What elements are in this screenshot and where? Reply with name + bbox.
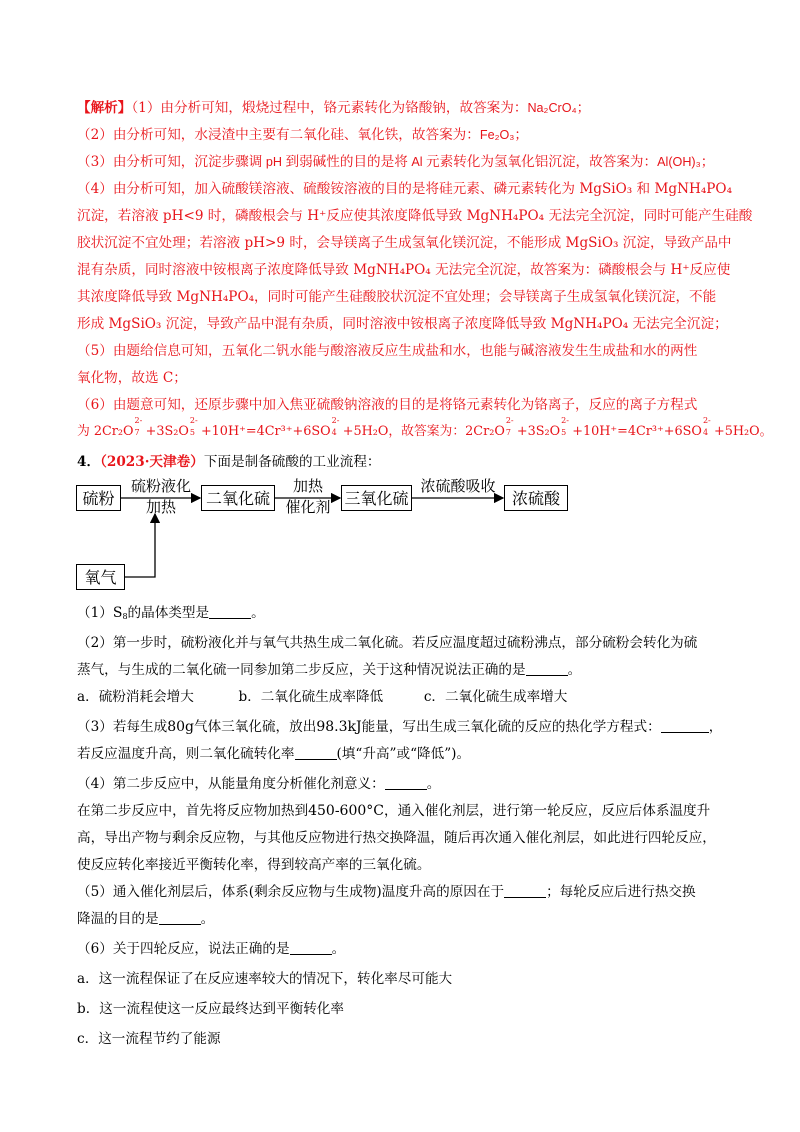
analysis-line-6a: （6）由题意可知，还原步骤中加入焦亚硫酸钠溶液的目的是将铬元素转化为铬离子，反应的离子方程式 — [77, 397, 698, 413]
flow-box-sulfur-dioxide: 二氧化硫 — [201, 485, 275, 511]
q4-line-2: 在第二步反应中，首先将反应物加热到450-600°C，通入催化剂层，进行第一轮反应，反应后体系温度升 — [77, 803, 711, 819]
analysis-line-5a: （5）由题给信息可知，五氧化二钒水能与酸溶液反应生成盐和水，也能与碱溶液发生生成盐和水的两性 — [77, 343, 698, 359]
q2-answer-blank — [526, 661, 568, 676]
analysis-line-4e: 其浓度降低导致 MgNH₄PO₄，同时可能产生硅酸胶状沉淀不宜处理；会导镁离子生成氢氧化镁沉淀，不能 — [77, 289, 717, 305]
question-header — [77, 451, 727, 473]
question-number: 4． — [77, 454, 101, 470]
flow-arrow-oxygen — [125, 514, 155, 577]
q2-line-1: （2）第一步时，硫粉液化并与氧气共热生成二氧化硫。若反应温度超过硫粉沸点，部分硫粉会转化为硫 — [77, 635, 698, 651]
analysis-line-5b: 氧化物，故选 C； — [77, 370, 187, 386]
q6-stem: （6）关于四轮反应，说法正确的是 。 — [77, 941, 346, 957]
analysis-label: 【解析】 — [77, 100, 132, 116]
analysis-line-6b: 为 2Cr₂O 2- 7 +3S₂O 2- 5 +10H⁺=4Cr³⁺+6SO 2- 4 +5H₂O，故答案为：2Cr₂O 2- 7 +3S₂O 2- 5 +10H⁺=4Cr³⁺+6SO 2- 4 +5H₂O。 — [77, 416, 773, 439]
flow-condition-3-top: 浓硫酸吸收 — [420, 477, 496, 495]
flow-box-sulfur-powder: 硫粉 — [76, 485, 121, 511]
q4-line-4: 使反应转化率接近平衡转化率，得到较高产率的三氧化硫。 — [77, 857, 431, 873]
flow-condition-2-top: 加热 — [292, 477, 323, 495]
flow-condition-1-top: 硫粉液化 — [130, 477, 191, 495]
q3-line-2: 若反应温度升高，则二氧化硫转化率 (填“升高”或“降低”)。 — [77, 746, 471, 762]
q5-purpose-blank — [159, 910, 201, 925]
question-source: （2023·天津卷） — [100, 454, 204, 470]
q4-line-1: （4）第二步反应中，从能量角度分析催化剂意义： 。 — [77, 776, 441, 792]
q4-line-3: 高，导出产物与剩余反应物，与其他反应物进行热交换降温，随后再次通入催化剂层，如此进行四轮反应， — [77, 830, 716, 846]
analysis-line-4d: 混有杂质，同时溶液中铵根离子浓度降低导致 MgNH₄PO₄ 无法完全沉淀，故答案为：磷酸根会与 H⁺反应使 — [77, 262, 731, 278]
q3-equation-blank — [661, 718, 709, 733]
q6-answer-blank — [290, 940, 332, 955]
q5-line-1: （5）通入催化剂层后，体系(剩余反应物与生成物)温度升高的原因在于 ；每轮反应后进行热交换 — [77, 884, 696, 900]
analysis-line-3: （3）由分析可知，沉淀步骤调 pH 到弱碱性的目的是将 Al 元素转化为氢氧化铝沉淀，故答案为：Al(OH)₃； — [77, 154, 715, 170]
q6-option-b: b．这一流程使这一反应最终达到平衡转化率 — [77, 1001, 344, 1017]
flow-box-oxygen: 氧气 — [76, 564, 125, 590]
flow-box-sulfur-trioxide: 三氧化硫 — [341, 485, 412, 511]
analysis-line-4a: （4）由分析可知，加入硫酸镁溶液、硫酸铵溶液的目的是将硅元素、磷元素转化为 MgSiO₃ 和 MgNH₄PO₄ — [77, 181, 733, 197]
q1: $(1)S_8$的晶体类型是 。 — [77, 605, 265, 621]
analysis-line-4c: 胶状沉淀不宜处理；若溶液 pH>9 时，会导镁离子生成氢氧化镁沉淀，不能形成 MgSiO₃ 沉淀，导致产品中 — [77, 235, 732, 251]
q6-option-c: c．这一流程节约了能源 — [77, 1031, 221, 1047]
flow-box-concentrated-sulfuric-acid: 浓硫酸 — [504, 485, 568, 511]
analysis-line-2: （2）由分析可知，水浸渣中主要有二氧化硅、氧化铁，故答案为：Fe₂O₃； — [77, 127, 528, 143]
flow-condition-2-bottom: 催化剂 — [285, 498, 331, 516]
question-stem: 下面是制备硫酸的工业流程： — [203, 454, 381, 470]
q4-answer-blank — [385, 775, 427, 790]
q2-line-2: 蒸气，与生成的二氧化硫一同参加第二步反应，关于这种情况说法正确的是 。 — [77, 662, 582, 678]
q3-line-1: （3）若每生成80g气体三氧化硫，放出98.3kJ能量，写出生成三氧化硫的反应的热化学方程式： ， — [77, 719, 723, 735]
analysis-line-4b: 沉淀，若溶液 pH<9 时，磷酸根会与 H⁺反应使其浓度降低导致 MgNH₄PO₄ 无法完全沉淀，同时可能产生硅酸 — [77, 208, 753, 224]
analysis-line-1: 【解析】（1）由分析可知，煅烧过程中，铬元素转化为铬酸钠，故答案为：Na₂CrO₄； — [77, 100, 591, 116]
q6-option-a: a．这一流程保证了在反应速率较大的情况下，转化率尽可能大 — [77, 971, 453, 987]
q3-conversion-blank — [295, 745, 337, 760]
q5-reason-blank — [504, 883, 546, 898]
flow-condition-1-bottom: 加热 — [145, 498, 176, 516]
q2-options: a．硫粉消耗会增大 b．二氧化硫生成率降低 c．二氧化硫生成率增大 — [77, 689, 568, 705]
q5-line-2: 降温的目的是 。 — [77, 911, 215, 927]
analysis-line-4f: 形成 MgSiO₃ 沉淀，导致产品中混有杂质，同时溶液中铵根离子浓度降低导致 MgNH₄PO₄ 无法完全沉淀； — [77, 316, 728, 332]
q1-answer-blank — [209, 604, 251, 619]
